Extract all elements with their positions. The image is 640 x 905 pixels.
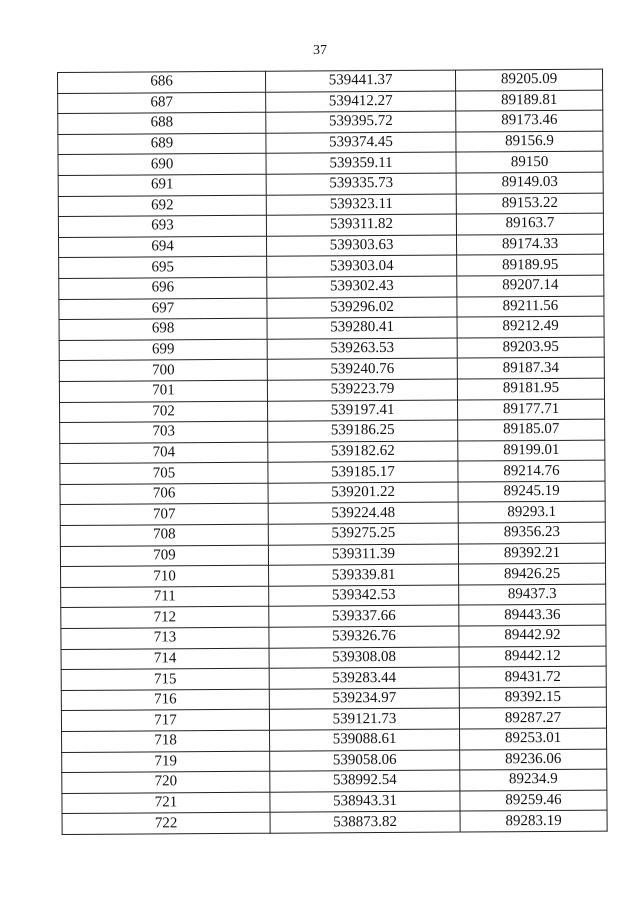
x-coordinate-cell: 539323.11: [266, 194, 456, 216]
y-coordinate-cell: 89442.92: [459, 625, 606, 646]
point-number-cell: 711: [61, 586, 269, 608]
x-coordinate-cell: 539224.48: [268, 503, 458, 525]
y-coordinate-cell: 89437.3: [459, 584, 606, 605]
point-number-cell: 704: [60, 442, 268, 464]
y-coordinate-cell: 89156.9: [456, 131, 603, 152]
x-coordinate-cell: 539303.63: [267, 235, 457, 257]
y-coordinate-cell: 89207.14: [457, 275, 604, 296]
x-coordinate-cell: 539441.37: [265, 70, 455, 92]
x-coordinate-cell: 539185.17: [268, 461, 458, 483]
y-coordinate-cell: 89236.06: [460, 749, 607, 770]
x-coordinate-cell: 539263.53: [267, 338, 457, 360]
x-coordinate-cell: 539342.53: [269, 585, 459, 607]
x-coordinate-cell: 539182.62: [268, 441, 458, 463]
y-coordinate-cell: 89245.19: [458, 481, 605, 502]
point-number-cell: 720: [62, 771, 270, 793]
point-number-cell: 702: [60, 401, 268, 423]
point-number-cell: 707: [60, 504, 268, 526]
y-coordinate-cell: 89185.07: [458, 419, 605, 440]
y-coordinate-cell: 89293.1: [458, 502, 605, 523]
x-coordinate-cell: 539303.04: [267, 255, 457, 277]
point-number-cell: 706: [60, 483, 268, 505]
y-coordinate-cell: 89356.23: [458, 522, 605, 543]
y-coordinate-cell: 89392.15: [459, 687, 606, 708]
x-coordinate-cell: 539359.11: [266, 152, 456, 174]
point-number-cell: 714: [61, 648, 269, 670]
y-coordinate-cell: 89177.71: [458, 399, 605, 420]
point-number-cell: 697: [59, 298, 267, 320]
x-coordinate-cell: 538943.31: [270, 791, 460, 813]
y-coordinate-cell: 89173.46: [456, 110, 603, 131]
x-coordinate-cell: 539296.02: [267, 297, 457, 319]
point-number-cell: 703: [60, 421, 268, 443]
point-number-cell: 719: [62, 751, 270, 773]
point-number-cell: 691: [58, 174, 266, 196]
coordinates-table-body: [58, 69, 608, 834]
y-coordinate-cell: 89212.49: [457, 316, 604, 337]
y-coordinate-cell: 89283.19: [460, 811, 607, 832]
x-coordinate-cell: 539280.41: [267, 317, 457, 339]
y-coordinate-cell: 89442.12: [459, 646, 606, 667]
y-coordinate-cell: 89253.01: [460, 728, 607, 749]
point-number-cell: 700: [59, 360, 267, 382]
point-number-cell: 715: [61, 668, 269, 690]
y-coordinate-cell: 89392.21: [458, 543, 605, 564]
point-number-cell: 690: [58, 154, 266, 176]
coordinates-table: [57, 69, 608, 835]
x-coordinate-cell: 539058.06: [270, 750, 460, 772]
point-number-cell: 695: [59, 257, 267, 279]
x-coordinate-cell: 539223.79: [267, 379, 457, 401]
y-coordinate-cell: 89181.95: [457, 378, 604, 399]
y-coordinate-cell: 89259.46: [460, 790, 607, 811]
point-number-cell: 698: [59, 318, 267, 340]
y-coordinate-cell: 89149.03: [456, 172, 603, 193]
y-coordinate-cell: 89187.34: [457, 357, 604, 378]
point-number-cell: 699: [59, 339, 267, 361]
x-coordinate-cell: 539337.66: [269, 605, 459, 627]
x-coordinate-cell: 539121.73: [269, 708, 459, 730]
point-number-cell: 709: [60, 545, 268, 567]
x-coordinate-cell: 539335.73: [266, 173, 456, 195]
point-number-cell: 713: [61, 627, 269, 649]
y-coordinate-cell: 89287.27: [459, 708, 606, 729]
x-coordinate-cell: 539234.97: [269, 688, 459, 710]
point-number-cell: 688: [58, 112, 266, 134]
y-coordinate-cell: 89214.76: [458, 460, 605, 481]
x-coordinate-cell: 539275.25: [268, 523, 458, 545]
x-coordinate-cell: 539186.25: [268, 420, 458, 442]
x-coordinate-cell: 539201.22: [268, 482, 458, 504]
point-number-cell: 693: [58, 215, 266, 237]
x-coordinate-cell: 538992.54: [270, 770, 460, 792]
y-coordinate-cell: 89189.81: [456, 90, 603, 111]
x-coordinate-cell: 539374.45: [266, 132, 456, 154]
y-coordinate-cell: 89199.01: [458, 440, 605, 461]
y-coordinate-cell: 89234.9: [460, 769, 607, 790]
x-coordinate-cell: 539240.76: [267, 358, 457, 380]
point-number-cell: 708: [60, 524, 268, 546]
y-coordinate-cell: 89431.72: [459, 666, 606, 687]
y-coordinate-cell: 89189.95: [457, 255, 604, 276]
x-coordinate-cell: 539302.43: [267, 276, 457, 298]
y-coordinate-cell: 89153.22: [456, 193, 603, 214]
y-coordinate-cell: 89150: [456, 152, 603, 173]
x-coordinate-cell: 539412.27: [266, 91, 456, 113]
point-number-cell: 701: [59, 380, 267, 402]
y-coordinate-cell: 89203.95: [457, 337, 604, 358]
y-coordinate-cell: 89443.36: [459, 605, 606, 626]
x-coordinate-cell: 539308.08: [269, 647, 459, 669]
point-number-cell: 718: [62, 730, 270, 752]
point-number-cell: 689: [58, 133, 266, 155]
x-coordinate-cell: 539326.76: [269, 626, 459, 648]
y-coordinate-cell: 89211.56: [457, 296, 604, 317]
point-number-cell: 687: [58, 92, 266, 114]
point-number-cell: 692: [58, 195, 266, 217]
x-coordinate-cell: 539283.44: [269, 667, 459, 689]
point-number-cell: 696: [59, 277, 267, 299]
x-coordinate-cell: 539197.41: [268, 400, 458, 422]
point-number-cell: 722: [62, 813, 270, 835]
point-number-cell: 705: [60, 463, 268, 485]
point-number-cell: 686: [58, 71, 266, 93]
y-coordinate-cell: 89426.25: [459, 563, 606, 584]
x-coordinate-cell: 539395.72: [266, 111, 456, 133]
point-number-cell: 694: [59, 236, 267, 258]
point-number-cell: 716: [61, 689, 269, 711]
table-row: [62, 811, 607, 835]
y-coordinate-cell: 89174.33: [457, 234, 604, 255]
x-coordinate-cell: 538873.82: [270, 811, 460, 833]
point-number-cell: 712: [61, 607, 269, 629]
x-coordinate-cell: 539311.82: [266, 214, 456, 236]
x-coordinate-cell: 539339.81: [269, 564, 459, 586]
x-coordinate-cell: 539311.39: [268, 544, 458, 566]
x-coordinate-cell: 539088.61: [270, 729, 460, 751]
y-coordinate-cell: 89163.7: [456, 213, 603, 234]
page-number: 37: [313, 43, 327, 58]
point-number-cell: 721: [62, 792, 270, 814]
point-number-cell: 710: [61, 565, 269, 587]
point-number-cell: 717: [61, 710, 269, 732]
y-coordinate-cell: 89205.09: [455, 69, 602, 90]
